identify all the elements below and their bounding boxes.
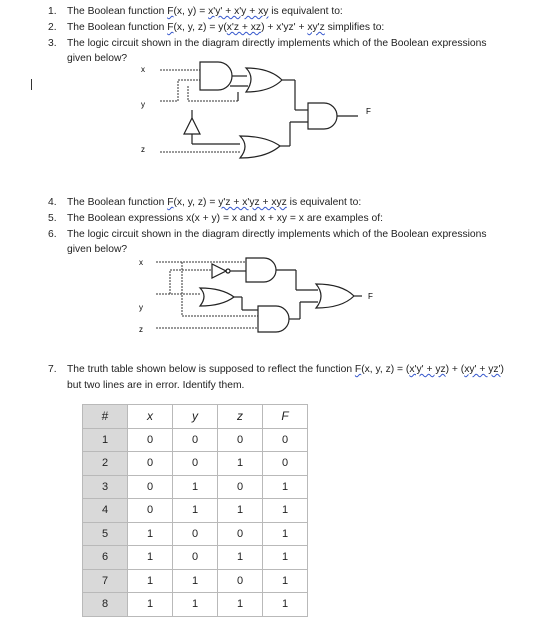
x-value-cell: 0 <box>128 499 173 523</box>
z-value-cell: 1 <box>218 452 263 476</box>
f-value-cell: 1 <box>263 499 308 523</box>
output-label-f: F <box>368 292 373 301</box>
question-number: 4. <box>48 197 57 208</box>
y-value-cell: 1 <box>173 593 218 617</box>
f-value-cell: 1 <box>263 546 308 570</box>
column-header-y: y <box>173 405 218 429</box>
x-value-cell: 1 <box>128 546 173 570</box>
table-row <box>83 593 308 617</box>
question-text: The truth table shown below is supposed to reflect the function F(x, y, z) = (x'y' + yz) + (xy' + yz') <box>67 364 504 375</box>
z-value-cell: 0 <box>218 475 263 499</box>
y-value-cell: 1 <box>173 475 218 499</box>
row-number-cell: 4 <box>83 499 128 523</box>
column-header-z: z <box>218 405 263 429</box>
question-text-line1: The logic circuit shown in the diagram directly implements which of the Boolean expressions <box>67 38 487 49</box>
table-row <box>83 522 308 546</box>
input-label-y: y <box>141 100 145 109</box>
question-text: The Boolean function F(x, y) = x'y' + x'y + xy is equivalent to: <box>67 6 343 17</box>
z-value-cell: 1 <box>218 593 263 617</box>
question-text-line2: given below? <box>67 53 128 64</box>
table-row <box>83 428 308 452</box>
f-value-cell: 0 <box>263 428 308 452</box>
question-text: The Boolean function F(x, y, z) = y(x'z + xz) + x'yz' + xy'z simplifies to: <box>67 22 385 33</box>
column-header-row-number: # <box>83 405 128 429</box>
table-row <box>83 475 308 499</box>
z-value-cell: 0 <box>218 569 263 593</box>
input-label-z: z <box>139 325 143 334</box>
x-value-cell: 1 <box>128 522 173 546</box>
y-value-cell: 0 <box>173 522 218 546</box>
x-value-cell: 1 <box>128 569 173 593</box>
question-number: 2. <box>48 22 57 33</box>
table-row <box>83 452 308 476</box>
y-value-cell: 0 <box>173 452 218 476</box>
z-value-cell: 1 <box>218 546 263 570</box>
question-number: 5. <box>48 213 57 224</box>
table-header-row <box>83 405 308 429</box>
question-text: The Boolean expressions x(x + y) = x and x + xy = x are examples of: <box>67 213 383 224</box>
row-number-cell: 1 <box>83 428 128 452</box>
question-number: 6. <box>48 229 57 240</box>
f-value-cell: 0 <box>263 452 308 476</box>
question-number: 1. <box>48 6 57 17</box>
table-row <box>83 569 308 593</box>
x-value-cell: 0 <box>128 475 173 499</box>
y-value-cell: 1 <box>173 499 218 523</box>
logic-circuit-diagram-2 <box>0 250 557 350</box>
logic-circuit-diagram-1 <box>0 0 557 190</box>
question-number: 7. <box>48 364 57 375</box>
y-value-cell: 0 <box>173 546 218 570</box>
f-value-cell: 1 <box>263 522 308 546</box>
z-value-cell: 0 <box>218 428 263 452</box>
column-header-f: F <box>263 405 308 429</box>
row-number-cell: 6 <box>83 546 128 570</box>
question-text: The Boolean function F(x, y, z) = y'z + x'yz + xyz is equivalent to: <box>67 197 362 208</box>
row-number-cell: 8 <box>83 593 128 617</box>
x-value-cell: 0 <box>128 428 173 452</box>
input-label-y: y <box>139 303 143 312</box>
z-value-cell: 1 <box>218 499 263 523</box>
question-number: 3. <box>48 38 57 49</box>
x-value-cell: 1 <box>128 593 173 617</box>
y-value-cell: 0 <box>173 428 218 452</box>
row-number-cell: 2 <box>83 452 128 476</box>
row-number-cell: 3 <box>83 475 128 499</box>
truth-table <box>82 404 308 617</box>
x-value-cell: 0 <box>128 452 173 476</box>
output-label-f: F <box>366 107 371 116</box>
question-text-line2: but two lines are in error. Identify them. <box>67 380 245 391</box>
f-value-cell: 1 <box>263 475 308 499</box>
column-header-x: x <box>128 405 173 429</box>
y-value-cell: 1 <box>173 569 218 593</box>
table-row <box>83 499 308 523</box>
question-text-line1: The logic circuit shown in the diagram directly implements which of the Boolean expressions <box>67 229 487 240</box>
question-text-line2: given below? <box>67 244 128 255</box>
table-row <box>83 546 308 570</box>
input-label-x: x <box>141 65 145 74</box>
f-value-cell: 1 <box>263 593 308 617</box>
row-number-cell: 7 <box>83 569 128 593</box>
z-value-cell: 0 <box>218 522 263 546</box>
f-value-cell: 1 <box>263 569 308 593</box>
row-number-cell: 5 <box>83 522 128 546</box>
input-label-z: z <box>141 145 145 154</box>
input-label-x: x <box>139 258 143 267</box>
